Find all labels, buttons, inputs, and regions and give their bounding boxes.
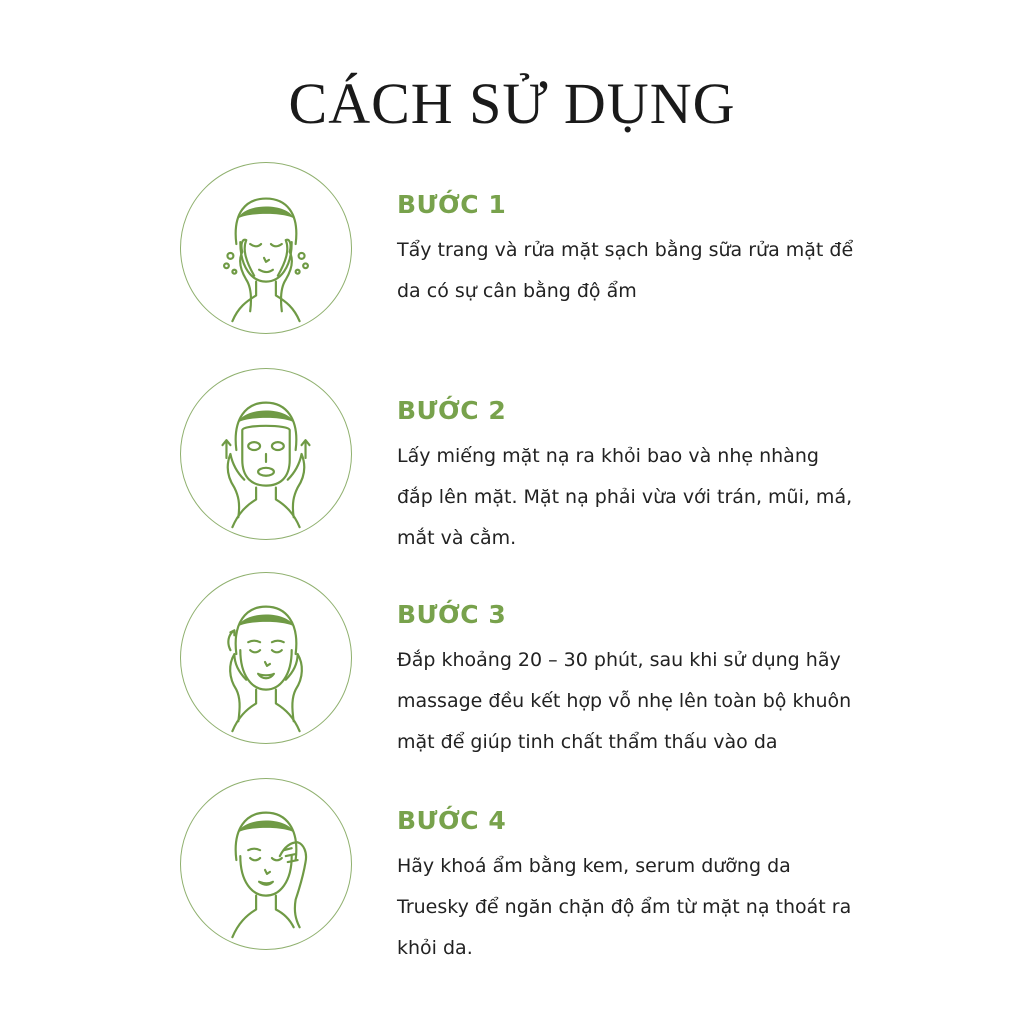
step-3-heading: BƯỚC 3 <box>397 600 507 629</box>
step-3-line-1: Đắp khoảng 20 – 30 phút, sau khi sử dụng hãy <box>397 649 841 671</box>
step-1-illustration <box>180 162 352 334</box>
step-2-description <box>397 436 897 559</box>
step-2-line-2: đắp lên mặt. Mặt nạ phải vừa với trán, mũi, má, <box>397 486 853 508</box>
face-washing-icon <box>181 163 351 333</box>
step-2-line-1: Lấy miếng mặt nạ ra khỏi bao và nhẹ nhàng <box>397 445 819 467</box>
step-3-description <box>397 640 897 763</box>
step-2-heading: BƯỚC 2 <box>397 396 507 425</box>
step-3-line-3: mặt để giúp tinh chất thẩm thấu vào da <box>397 731 778 753</box>
step-2-illustration <box>180 368 352 540</box>
step-3-illustration <box>180 572 352 744</box>
step-2-line-3: mắt và cằm. <box>397 527 517 549</box>
step-1-line-1: Tẩy trang và rửa mặt sạch bằng sữa rửa mặt để <box>397 239 854 261</box>
face-moisturizing-icon <box>181 779 351 949</box>
step-3-line-2: massage đều kết hợp vỗ nhẹ lên toàn bộ khuôn <box>397 690 852 712</box>
page-title: CÁCH SỬ DỤNG <box>288 71 736 136</box>
step-4-line-3: khỏi da. <box>397 937 473 959</box>
step-4-line-2: Truesky để ngăn chặn độ ẩm từ mặt nạ thoát ra <box>397 896 852 918</box>
step-4-heading: BƯỚC 4 <box>397 806 507 835</box>
face-massage-icon <box>181 573 351 743</box>
step-1-description <box>397 230 897 312</box>
step-1-line-2: da có sự cân bằng độ ẩm <box>397 280 637 302</box>
step-4-description <box>397 846 897 969</box>
face-mask-applying-icon <box>181 369 351 539</box>
step-1-heading: BƯỚC 1 <box>397 190 507 219</box>
step-4-illustration <box>180 778 352 950</box>
step-4-line-1: Hãy khoá ẩm bằng kem, serum dưỡng da <box>397 855 791 877</box>
